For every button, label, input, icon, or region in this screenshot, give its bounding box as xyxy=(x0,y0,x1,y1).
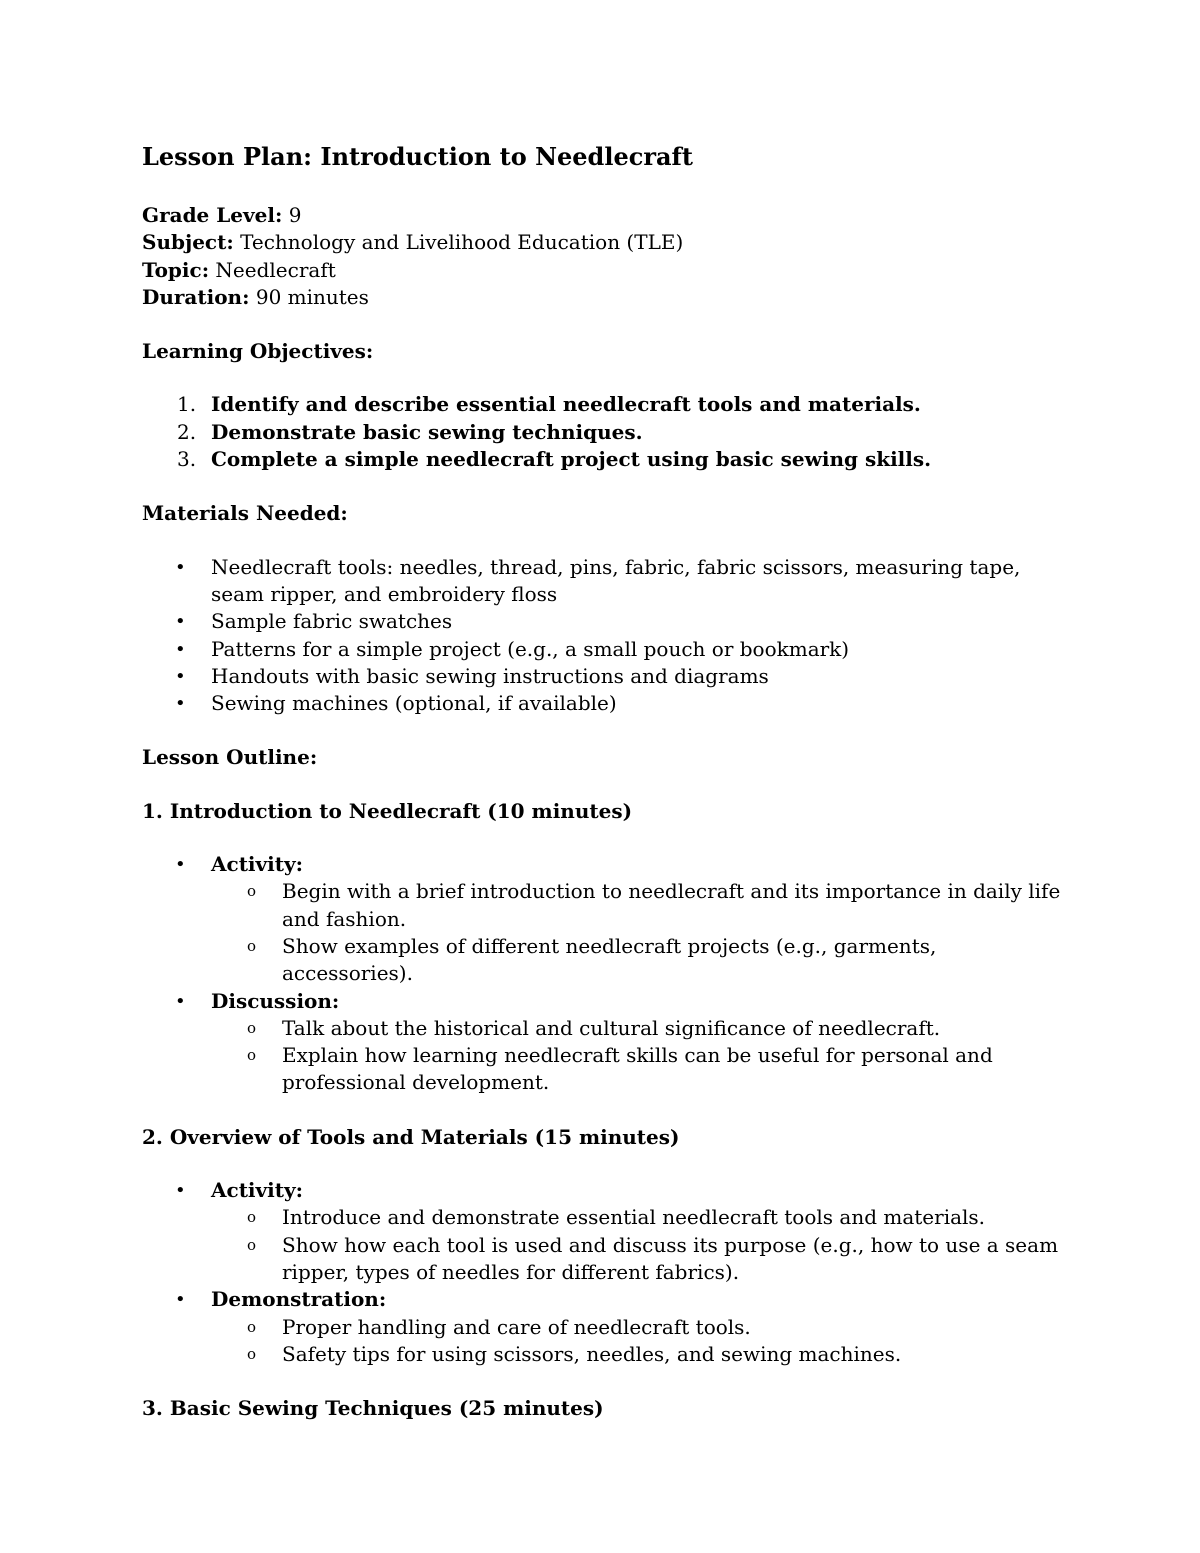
circle-bullet-icon: o xyxy=(247,1344,257,1363)
sub-list-item: o Show how each tool is used and discuss its purpose (e.g., how to use a seam ripper, types of needles for different fabrics). xyxy=(247,1232,1059,1284)
duration-label: Duration: xyxy=(142,284,250,309)
sub-list-item: o Safety tips for using scissors, needles, and sewing machines. xyxy=(282,1341,1062,1368)
document-title: Lesson Plan: Introduction to Needlecraft xyxy=(142,142,693,171)
bullet-icon: • xyxy=(175,638,186,660)
group-label: Activity: xyxy=(211,852,303,877)
circle-bullet-icon: o xyxy=(247,1018,257,1037)
bullet-icon: • xyxy=(175,693,186,715)
list-item xyxy=(175,1177,1062,1286)
sub-list xyxy=(211,1015,1062,1097)
sub-list-item: o Begin with a brief introduction to needlecraft and its importance in daily life and fashion. xyxy=(247,879,1061,931)
group-label: Demonstration: xyxy=(211,1287,387,1312)
group-label: Discussion: xyxy=(211,988,340,1013)
objective-number: 3. xyxy=(177,447,197,472)
subject-line xyxy=(142,229,1062,256)
objective-text: Demonstrate basic sewing techniques. xyxy=(211,419,643,444)
topic-line xyxy=(142,257,1062,284)
sub-list xyxy=(211,1204,1062,1286)
bullet-icon: • xyxy=(175,990,186,1012)
bullet-icon: • xyxy=(175,1180,186,1202)
circle-bullet-icon: o xyxy=(247,882,257,901)
sub-list-item: o Talk about the historical and cultural significance of needlecraft. xyxy=(282,1015,1062,1042)
circle-bullet-icon: o xyxy=(247,1235,257,1254)
objectives-list xyxy=(142,391,1062,473)
circle-bullet-icon: o xyxy=(247,1046,257,1065)
document-page xyxy=(142,140,1062,1422)
topic-value: Needlecraft xyxy=(209,257,336,282)
circle-bullet-icon: o xyxy=(247,1317,257,1336)
bullet-icon: • xyxy=(175,611,186,633)
subject-value: Technology and Livelihood Education (TLE) xyxy=(233,230,684,255)
sub-list-item: o Show examples of different needlecraft projects (e.g., garments, accessories). xyxy=(247,933,937,986)
list-item xyxy=(175,988,1062,1097)
objectives-heading: Learning Objectives: xyxy=(142,339,374,364)
list-item: • Patterns for a simple project (e.g., a small pouch or bookmark) xyxy=(211,636,1062,663)
bullet-icon: • xyxy=(175,854,186,876)
circle-bullet-icon: o xyxy=(247,1208,257,1227)
duration-line xyxy=(142,284,1062,311)
materials-heading: Materials Needed: xyxy=(142,501,348,526)
subject-label: Subject: xyxy=(142,230,234,255)
grade-level-line xyxy=(142,202,1062,229)
sub-list xyxy=(211,1314,1062,1369)
objective-number: 2. xyxy=(177,419,197,444)
list-item: • Handouts with basic sewing instructions and diagrams xyxy=(211,663,1062,690)
outline-heading: Lesson Outline: xyxy=(142,745,318,770)
bullet-icon: • xyxy=(175,1289,186,1311)
list-item xyxy=(175,851,1062,987)
sub-list-item: o Explain how learning needlecraft skills can be useful for personal and professional development. xyxy=(247,1043,993,1095)
bullet-icon: • xyxy=(175,665,186,687)
outline-section-title: 3. Basic Sewing Techniques (25 minutes) xyxy=(142,1396,604,1421)
duration-value: 90 minutes xyxy=(249,284,369,309)
sub-list-item: o Proper handling and care of needlecraft tools. xyxy=(282,1314,1062,1341)
materials-list xyxy=(142,554,1062,718)
sub-list-item: o Introduce and demonstrate essential needlecraft tools and materials. xyxy=(282,1204,1062,1231)
bullet-icon: • xyxy=(175,556,186,578)
list-item: • Sample fabric swatches xyxy=(211,608,1062,635)
objective-item xyxy=(177,446,1062,473)
outline-section-list xyxy=(142,1177,1062,1368)
list-item xyxy=(175,1286,1062,1368)
outline-section-title: 1. Introduction to Needlecraft (10 minutes) xyxy=(142,798,633,823)
sub-list xyxy=(211,878,1062,987)
objective-number: 1. xyxy=(177,392,197,417)
list-item: • Needlecraft tools: needles, thread, pins, fabric, fabric scissors, measuring tape, seam ripper, and embroidery floss xyxy=(175,554,1021,606)
group-label: Activity: xyxy=(211,1178,303,1203)
topic-label: Topic: xyxy=(142,257,210,282)
objective-item xyxy=(177,391,1062,418)
outline-section-list xyxy=(142,851,1062,1097)
objective-item xyxy=(177,419,1062,446)
circle-bullet-icon: o xyxy=(247,936,257,955)
objective-text: Complete a simple needlecraft project using basic sewing skills. xyxy=(211,447,932,472)
objective-text: Identify and describe essential needlecraft tools and materials. xyxy=(211,392,921,417)
grade-level-label: Grade Level: xyxy=(142,203,283,227)
outline-section-title: 2. Overview of Tools and Materials (15 minutes) xyxy=(142,1124,680,1149)
list-item: • Sewing machines (optional, if available) xyxy=(211,690,1062,717)
grade-level-value: 9 xyxy=(282,203,302,227)
